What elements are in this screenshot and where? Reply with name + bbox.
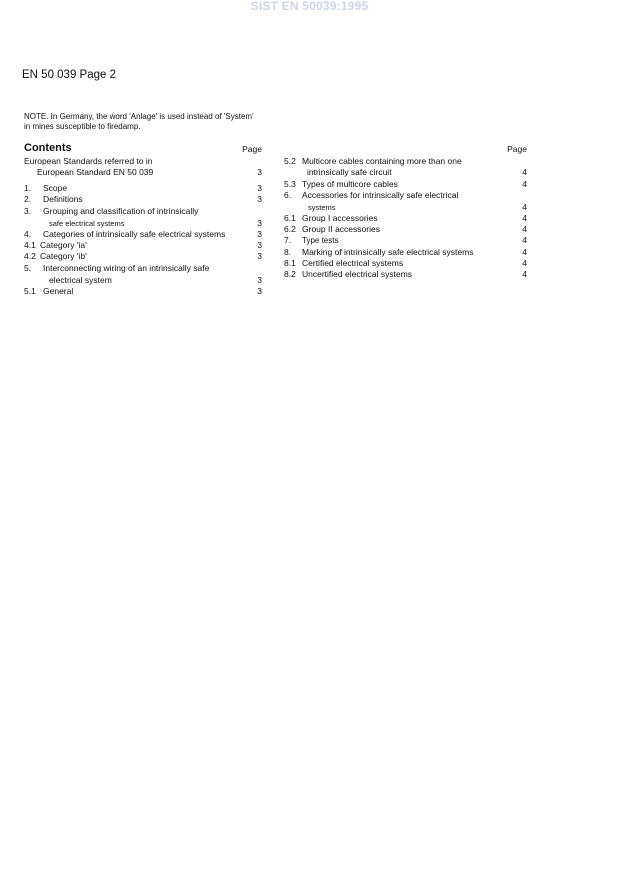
toc-entry[interactable] — [284, 224, 527, 235]
toc-entry-number: 7. — [284, 235, 292, 245]
toc-entry-page: 4 — [522, 167, 527, 177]
toc-entry-page: 3 — [257, 251, 262, 261]
toc-entry-number: 6.2 — [284, 224, 296, 234]
toc-entry-page: 4 — [522, 224, 527, 234]
toc-entry-text: Grouping and classification of intrinsically — [43, 206, 199, 216]
toc-entry-page: 4 — [522, 179, 527, 189]
note-line: NOTE. In Germany, the word 'Anlage' is used instead of 'System' — [24, 112, 254, 121]
toc-entry-text: Type tests — [302, 236, 339, 245]
toc-entry-text: Categories of intrinsically safe electrical systems — [43, 229, 226, 239]
toc-entry-page: 3 — [257, 167, 262, 177]
toc-entry-page: 4 — [522, 235, 527, 245]
toc-entry[interactable] — [24, 286, 262, 297]
toc-entry-number: 5.3 — [284, 179, 296, 189]
toc-entry[interactable] — [284, 269, 527, 280]
toc-entry-number: 4.1 — [24, 240, 36, 250]
toc-entry-text: Group I accessories — [302, 213, 378, 223]
toc-entry-number: 1. — [24, 183, 32, 193]
toc-entry-number: 8. — [284, 247, 292, 257]
toc-entry-text: Interconnecting wiring of an intrinsically safe — [43, 263, 210, 273]
toc-entry-text: Category 'ib' — [40, 251, 87, 261]
toc-entry-page: 3 — [257, 275, 262, 285]
note-line: in mines susceptible to firedamp. — [24, 122, 141, 131]
toc-entry[interactable] — [24, 156, 262, 167]
toc-entry-text: Multicore cables containing more than one — [302, 156, 462, 166]
toc-entry-text: European Standards referred to in — [24, 156, 153, 166]
toc-entry-page: 3 — [257, 240, 262, 250]
toc-entry-text: Types of multicore cables — [302, 179, 398, 189]
toc-entry-page: 4 — [522, 247, 527, 257]
contents-title: Contents — [24, 142, 72, 154]
page-header: EN 50 039 Page 2 — [22, 69, 116, 81]
toc-entry-number: 5.1 — [24, 286, 36, 296]
toc-entry-text: safe electrical systems — [49, 219, 125, 228]
toc-entry-number: 4.2 — [24, 251, 36, 261]
watermark: SIST EN 50039:1995 — [250, 0, 369, 13]
toc-entry[interactable] — [284, 167, 527, 178]
toc-entry[interactable] — [24, 263, 262, 274]
note — [24, 112, 254, 132]
toc-entry-page: 4 — [522, 258, 527, 268]
toc-entry[interactable] — [284, 179, 527, 190]
toc-entry[interactable] — [284, 235, 527, 246]
toc-entry[interactable] — [24, 194, 262, 205]
toc-entry[interactable] — [24, 183, 262, 194]
toc-entry-number: 5. — [24, 263, 32, 273]
toc-entry-page: 3 — [257, 194, 262, 204]
toc-entry[interactable] — [284, 213, 527, 224]
toc-entry-text: Certified electrical systems — [302, 258, 404, 268]
toc-entry-text: Uncertified electrical systems — [302, 269, 413, 279]
contents-header — [24, 142, 262, 156]
toc-entry-number: 8.2 — [284, 269, 296, 279]
toc-entry-page: 4 — [522, 202, 527, 212]
toc-entry-number: 3. — [24, 206, 32, 216]
toc-entry-text: General — [43, 286, 74, 296]
toc-entry-text: intrinsically safe circuit — [307, 167, 392, 177]
toc-entry[interactable] — [284, 247, 527, 258]
toc-entry-text: systems — [308, 203, 336, 212]
toc-entry-number: 2. — [24, 194, 32, 204]
toc-entry-page: 3 — [257, 218, 262, 228]
toc-entry-text: Definitions — [43, 194, 83, 204]
toc-entry-number: 4. — [24, 229, 32, 239]
toc-entry-page: 3 — [257, 229, 262, 239]
contents-right-column — [284, 142, 527, 279]
toc-entry-number: 6.1 — [284, 213, 296, 223]
toc-entry-text: electrical system — [49, 275, 112, 285]
toc-entry[interactable] — [284, 190, 527, 201]
toc-entry[interactable] — [284, 258, 527, 269]
toc-entry-text: Group II accessories — [302, 224, 380, 234]
page-column-label: Page — [242, 144, 262, 154]
toc-entry-page: 3 — [257, 286, 262, 296]
toc-entry-number: 5.2 — [284, 156, 296, 166]
toc-entry-text: Scope — [43, 183, 68, 193]
toc-entry[interactable] — [24, 167, 262, 178]
toc-entry[interactable] — [24, 229, 262, 240]
toc-entry-number: 6. — [284, 190, 292, 200]
toc-entry[interactable] — [24, 251, 262, 262]
toc-entry-page: 4 — [522, 213, 527, 223]
toc-entry-page: 3 — [257, 183, 262, 193]
toc-entry[interactable] — [284, 156, 527, 167]
contents-header — [284, 142, 527, 156]
toc-entry[interactable] — [24, 206, 262, 217]
page-column-label: Page — [507, 144, 527, 154]
toc-entry-text: Marking of intrinsically safe electrical systems — [302, 247, 474, 257]
toc-entry[interactable] — [24, 240, 262, 251]
toc-entry-page: 4 — [522, 269, 527, 279]
toc-entry[interactable] — [284, 202, 527, 213]
toc-entry[interactable] — [24, 275, 262, 286]
contents-left-column — [24, 142, 262, 296]
toc-entry-text: Category 'ia' — [40, 240, 87, 250]
toc-entry[interactable] — [24, 218, 262, 229]
toc-entry-text: European Standard EN 50 039 — [37, 167, 154, 177]
toc-entry-number: 8.1 — [284, 258, 296, 268]
toc-entry-text: Accessories for intrinsically safe electrical — [302, 190, 459, 200]
